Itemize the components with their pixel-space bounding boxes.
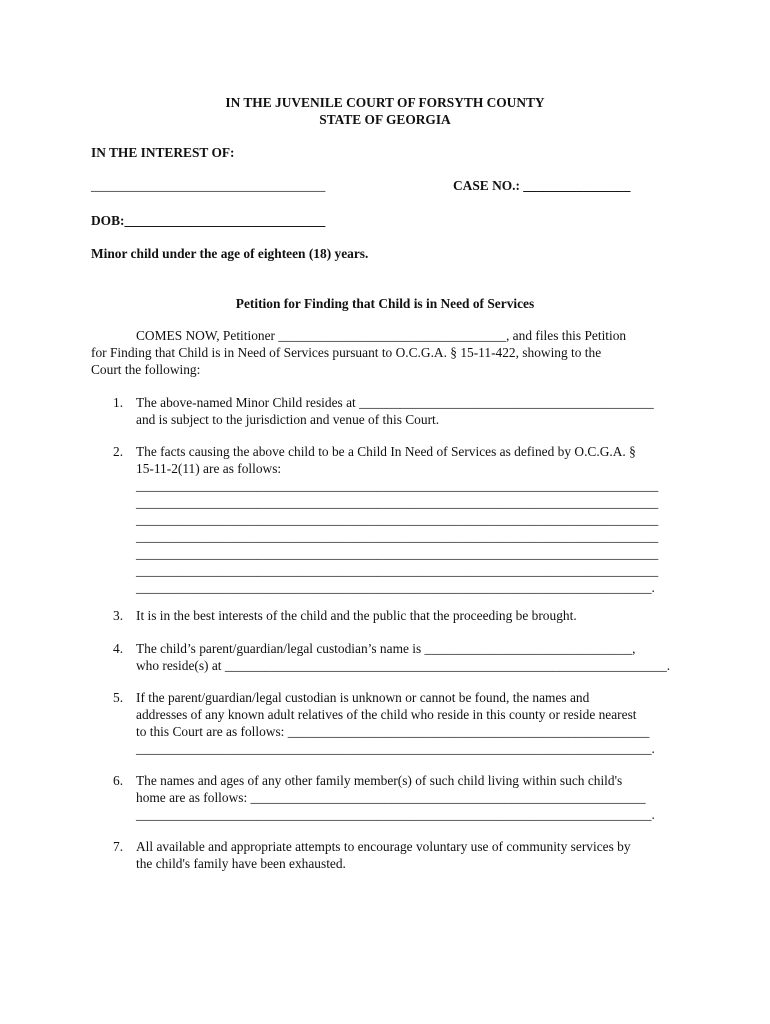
blank-line: ______________________________________________________________________________ — [136, 478, 659, 493]
blank-line: ______________________________________________________________________________ — [136, 512, 659, 527]
blank-line: _____________________________________________________________________________. — [136, 580, 655, 595]
item-line: 15-11-2(11) are as follows: — [136, 461, 282, 476]
item-number: 3. — [113, 608, 124, 623]
blank-line: _____________________________________________________________________________. — [136, 741, 655, 756]
item-number: 7. — [113, 839, 124, 854]
item-line: who reside(s) at __________________________________________________________________. — [136, 658, 671, 673]
item-number: 1. — [113, 395, 124, 410]
item-line: and is subject to the jurisdiction and venue of this Court. — [136, 412, 440, 427]
court-heading: IN THE JUVENILE COURT OF FORSYTH COUNTY — [225, 95, 545, 110]
minor-child-note: Minor child under the age of eighteen (18) years. — [91, 246, 369, 261]
dob-field: DOB:______________________________ — [91, 213, 326, 228]
item-line: It is in the best interests of the child and the public that the proceeding be brought. — [136, 608, 577, 623]
intro-line-2: for Finding that Child is in Need of Services pursuant to O.C.G.A. § 15-11-422, showing to the — [91, 345, 602, 360]
item-number: 4. — [113, 641, 124, 656]
item-line: The child’s parent/guardian/legal custodian’s name is _______________________________, — [136, 641, 636, 656]
interest-label: IN THE INTEREST OF: — [91, 145, 235, 160]
blank-line: ______________________________________________________________________________ — [136, 529, 659, 544]
item-number: 5. — [113, 690, 124, 705]
state-heading: STATE OF GEORGIA — [319, 112, 451, 127]
item-line: All available and appropriate attempts to encourage voluntary use of community services by — [136, 839, 631, 854]
blank-line: ______________________________________________________________________________ — [136, 495, 659, 510]
item-number: 6. — [113, 773, 124, 788]
blank-line: ______________________________________________________________________________ — [136, 563, 659, 578]
intro-line-1: COMES NOW, Petitioner __________________________________, and files this Petition — [136, 328, 627, 343]
item-line: to this Court are as follows: ______________________________________________________ — [136, 724, 650, 739]
blank-line: _____________________________________________________________________________. — [136, 807, 655, 822]
case-number-field: CASE NO.: ________________ — [453, 178, 631, 193]
item-line: addresses of any known adult relatives of the child who reside in this county or reside nearest — [136, 707, 637, 722]
item-line: home are as follows: ___________________________________________________________ — [136, 790, 646, 805]
item-line: the child's family have been exhausted. — [136, 856, 346, 871]
item-line: The names and ages of any other family member(s) of such child living within such child's — [136, 773, 623, 788]
item-line: The facts causing the above child to be a Child In Need of Services as defined by O.C.G.A. § — [136, 444, 636, 459]
intro-line-3: Court the following: — [91, 362, 201, 377]
item-line: The above-named Minor Child resides at ____________________________________________ — [136, 395, 654, 410]
petition-title: Petition for Finding that Child is in Need of Services — [235, 296, 535, 311]
item-number: 2. — [113, 444, 124, 459]
item-line: If the parent/guardian/legal custodian is unknown or cannot be found, the names and — [136, 690, 590, 705]
blank-line: ______________________________________________________________________________ — [136, 546, 659, 561]
child-name-blank: ___________________________________ — [91, 178, 326, 193]
